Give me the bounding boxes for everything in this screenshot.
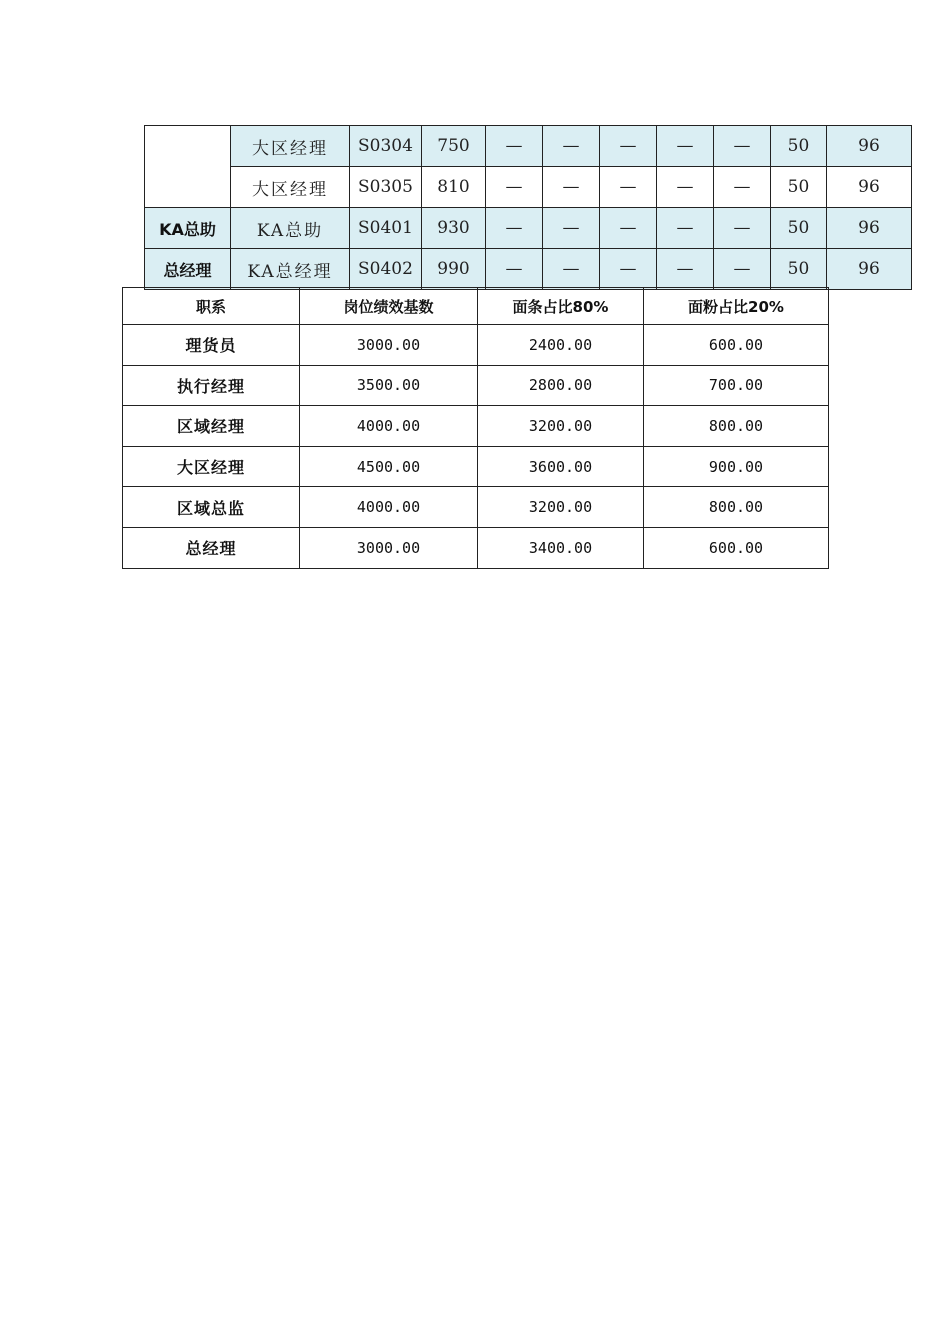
dash-cell: — (486, 208, 543, 249)
base-cell: 3000.00 (300, 527, 478, 568)
value-cell: 50 (771, 126, 827, 167)
grade-table (144, 125, 912, 290)
dash-cell: — (600, 126, 657, 167)
position-title: KA总助 (231, 208, 350, 249)
value-cell: 96 (827, 208, 912, 249)
column-header: 面粉占比20% (644, 288, 829, 325)
base-cell: 3500.00 (300, 365, 478, 406)
noodle-cell: 2400.00 (478, 325, 644, 366)
value-cell: 96 (827, 249, 912, 290)
base-value: 810 (422, 167, 486, 208)
value-cell: 50 (771, 249, 827, 290)
position-code: S0401 (350, 208, 422, 249)
column-header: 面条占比80% (478, 288, 644, 325)
noodle-cell: 3200.00 (478, 406, 644, 447)
table-row (123, 527, 829, 568)
table-row (123, 325, 829, 366)
table-row (123, 365, 829, 406)
column-header: 职系 (123, 288, 300, 325)
table-row (145, 126, 912, 167)
table-row (123, 406, 829, 447)
flour-cell: 900.00 (644, 446, 829, 487)
column-header: 岗位绩效基数 (300, 288, 478, 325)
position-code: S0304 (350, 126, 422, 167)
position-code: S0402 (350, 249, 422, 290)
role-cell: 区域总监 (123, 487, 300, 528)
noodle-cell: 3200.00 (478, 487, 644, 528)
role-cell: 区域经理 (123, 406, 300, 447)
base-cell: 4000.00 (300, 487, 478, 528)
position-title: KA总经理 (231, 249, 350, 290)
base-cell: 4000.00 (300, 406, 478, 447)
base-cell: 4500.00 (300, 446, 478, 487)
base-value: 930 (422, 208, 486, 249)
position-title: 大区经理 (231, 167, 350, 208)
flour-cell: 600.00 (644, 325, 829, 366)
value-cell: 50 (771, 208, 827, 249)
position-title: 大区经理 (231, 126, 350, 167)
flour-cell: 800.00 (644, 487, 829, 528)
dash-cell: — (486, 167, 543, 208)
flour-cell: 700.00 (644, 365, 829, 406)
role-cell: 总经理 (123, 527, 300, 568)
flour-cell: 800.00 (644, 406, 829, 447)
dash-cell: — (657, 126, 714, 167)
table-row (145, 249, 912, 290)
table-row (123, 487, 829, 528)
dash-cell: — (657, 208, 714, 249)
value-cell: 96 (827, 167, 912, 208)
dash-cell: — (543, 126, 600, 167)
dash-cell: — (714, 208, 771, 249)
table-header-row (123, 288, 829, 325)
base-value: 990 (422, 249, 486, 290)
table-row (145, 208, 912, 249)
dash-cell: — (486, 126, 543, 167)
dash-cell: — (543, 249, 600, 290)
dash-cell: — (543, 208, 600, 249)
group-cell: KA总助 (145, 208, 231, 249)
table-row (145, 167, 912, 208)
table-row (123, 446, 829, 487)
dash-cell: — (657, 167, 714, 208)
flour-cell: 600.00 (644, 527, 829, 568)
dash-cell: — (714, 126, 771, 167)
dash-cell: — (600, 208, 657, 249)
group-cell: 总经理 (145, 249, 231, 290)
dash-cell: — (486, 249, 543, 290)
dash-cell: — (543, 167, 600, 208)
noodle-cell: 3400.00 (478, 527, 644, 568)
dash-cell: — (714, 249, 771, 290)
base-cell: 3000.00 (300, 325, 478, 366)
value-cell: 50 (771, 167, 827, 208)
dash-cell: — (600, 249, 657, 290)
dash-cell: — (714, 167, 771, 208)
noodle-cell: 3600.00 (478, 446, 644, 487)
role-cell: 执行经理 (123, 365, 300, 406)
noodle-cell: 2800.00 (478, 365, 644, 406)
position-code: S0305 (350, 167, 422, 208)
performance-table (122, 287, 829, 569)
dash-cell: — (600, 167, 657, 208)
role-cell: 理货员 (123, 325, 300, 366)
value-cell: 96 (827, 126, 912, 167)
role-cell: 大区经理 (123, 446, 300, 487)
group-cell (145, 126, 231, 208)
base-value: 750 (422, 126, 486, 167)
dash-cell: — (657, 249, 714, 290)
